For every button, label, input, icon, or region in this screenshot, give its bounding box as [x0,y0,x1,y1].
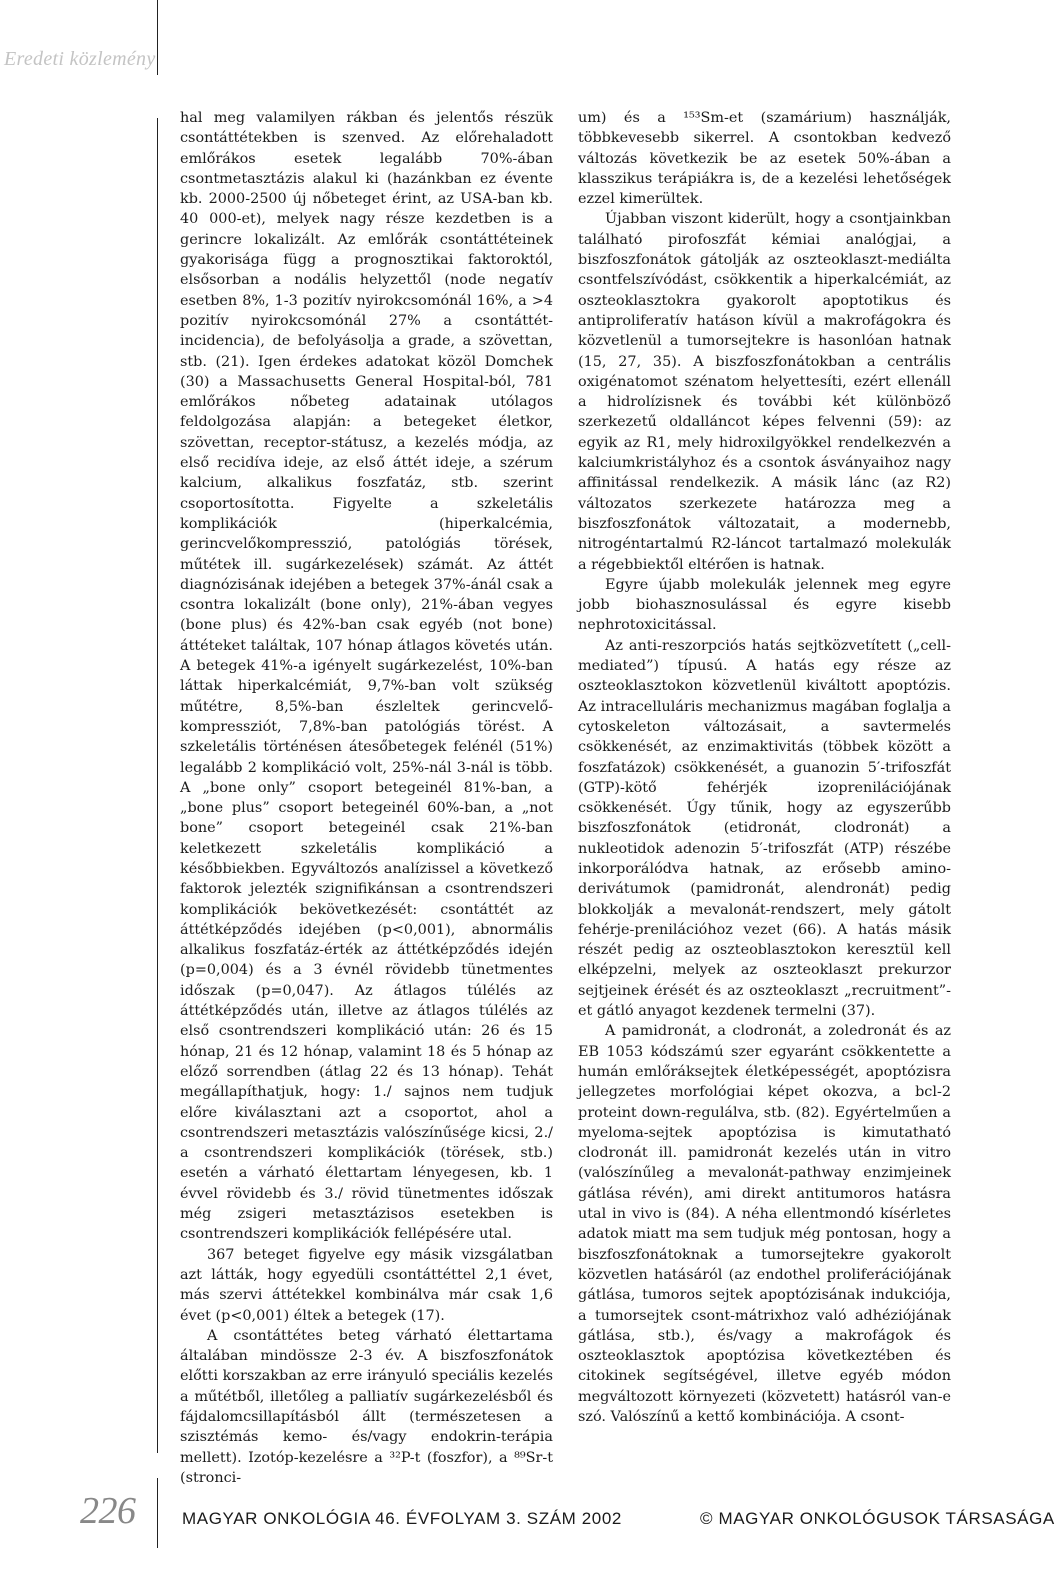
paragraph: um) és a ¹⁵³Sm-et (szamárium) használják, többkevesebb sikerrel. A csontokban kedvező változás következik be az esetek 50%-ában a klasszikus terápiákra is, de a kezelési lehetőségek ezzel kimerültek. [578,110,951,208]
text-column-left [180,108,553,1488]
paragraph: 367 beteget figyelve egy másik vizsgálatban azt látták, hogy egyedüli csontáttéttel 2,1 évet, más szervi áttétekkel kombinálva már csak 1,6 évet (p<0,001) éltek a betegek (17). [180,1246,553,1324]
paragraph: A pamidronát, a clodronát, a zoledronát és az EB 1053 kódszámú szer egyaránt csökkentette a humán emlőráksejtek életképességét, apoptózisra jellegzetes morfológiai képet okozva, a bcl-2 proteint down-regulálva, stb. (82). Egyértelműen a myeloma-sejtek apoptózisa is kimutatható clodronát ill. pamidronát kezelés után in vitro (valószínűleg a mevalonát-pathway enzimjeinek gátlása révén), ami direkt antitumoros hatásra utal in vivo is (84). A néha ellentmondó kísérletes adatok miatt ma sem tudjuk még pontosan, hogy a biszfoszfonátoknak a tumorsejtekre gyakorolt közvetlen hatásáról (az endothel proliferációjának gátlása, tumoros sejtek apoptózisának indukciója, a tumorsejtek csont-mátrixhoz való adhéziójának gátlása, stb.), és/vagy a makrofágok és oszteoklasztok apoptózisa következtében és citokinek segítségével, illetve egyéb módon megváltozott környezeti (közvetett) hatásról van-e szó. Valószínű a kettő kombinációja. A csont- [578,1023,951,1425]
paragraph: A csontáttétes beteg várható élettartama általában mindössze 2-3 év. A biszfoszfonátok előtti korszakban az erre irányuló speciális kezelés a műtétből, illetőleg a palliatív sugárkezelésből és fájdalomcsillapításból állt (természetesen a szisztémás kemo- és/vagy endokrin-terápia mellett). Izotóp-kezelésre a ³²P-t (foszfor), a ⁸⁹Sr-t (stronci- [180,1327,553,1486]
vertical-rule [157,118,158,1453]
page-number: 226 [80,1490,136,1532]
text-column-right [578,108,951,1427]
vertical-rule [157,1478,158,1548]
paragraph: Az anti-reszorpciós hatás sejtközvetített („cell-mediated”) típusú. A hatás egy része az oszteoklasztokon közvetlenül kiváltott apoptózis. Az intracelluláris mechanizmus magában foglalja a cytoskeleton változásait, a savtermelés csökkenését, az enzimaktivitás (többek között a foszfatázok) csökkenését, a guanozin 5′-trifoszfát (GTP)-kötő fehérjék izoprenilációjának csökkenését. Úgy tűnik, hogy az egyszerűbb biszfoszfonátok (etidronát, clodronát) a nukleotidok adenozin 5′-trifoszfát (ATP) részébe inkorporálódva hatnak, az erősebb amino-derivátumok (pamidronát, alendronát) pedig blokkolják a mevalonát-rendszert, mely gátolt fehérje-prenilációhoz vezet (66). A hatás másik részét pedig az oszteoblasztokon keresztül kell elképzelni, melyek az oszteoklaszt prekurzor sejtjeinek érését és az oszteoklaszt „recruitment”-et gátló anyagot kezdenek termelni (37). [578,637,951,1020]
footer-copyright: © MAGYAR ONKOLÓGUSOK TÁRSASÁGA [700,1509,1055,1528]
paragraph: hal meg valamilyen rákban és jelentős részük csontáttétekben is szenved. Az előrehaladott emlőrákos esetek legalább 70%-ában csontmetasztázis alakul ki (hazánkban ez évente kb. 2000-2500 új nőbeteget érint, az USA-ban kb. 40 000-et), melyek nagy része kezdetben is a gerincre lokalizált. Az emlőrák csontáttéteinek gyakorisága függ a prognosztikai faktoroktól, elsősorban a nodális helyzettől (node negatív esetben 8%, 1-3 pozitív nyirokcsomónál 16%, a >4 pozitív nyirokcsomónál 27% a csontáttét-incidencia), de befolyásolja a grade, a szövettan, stb. (21). Igen érdekes adatokat közöl Domchek (30) a Massachusetts General Hospital-ból, 781 emlőrákos nőbeteg adatainak utólagos feldolgozása alapján: a betegeket életkor, szövettan, receptor-státusz, a kezelés módja, az első recidíva ideje, az első áttét ideje, a szérum kalcium, alkalikus foszfatáz, stb. szerint csoportosította. Figyelte a szkeletális komplikációk (hiperkalcémia, gerincvelőkompresszió, patológiás törések, műtétek ill. sugárkezelések) számát. Az áttét diagnózisának idejében a betegek 37%-ánál csak a csontra lokalizált (bone only), 21%-ában vegyes (bone plus) és 42%-ban csak egyéb (not bone) áttéteket találtak, 107 hónap átlagos követés után. A betegek 41%-a igényelt sugárkezelést, 10%-ban láttak hiperkalcémiát, 9,7%-ban volt szükség műtétre, 8,5%-ban észleltek gerincvelő-kompressziót, 7,8%-ban patológiás törést. A szkeletális történésen átesőbetegek felénél (51%) legalább 2 komplikáció volt, 25%-nál 3-nál is több. A „bone only” csoport betegeinél 81%-ban, a „bone plus” csoport betegeinél 60%-ban, a „not bone” csoport betegeinél csak 21%-ban keletkezett szkeletális komplikáció a későbbiekben. Egyváltozós analízissel a következő faktorok jelezték szignifikánsan a csontrendszeri komplikációk bekövetkezését: csontáttét az áttétképződés idejében (p<0,001), abnormális alkalikus foszfatáz-érték az áttétképződés idején (p=0,004) és a 3 évnél rövidebb tünetmentes időszak (p=0,047). Az átlagos túlélés az áttétképződés után, illetve az átlagos túlélés az első csontrendszeri komplikáció után: 26 és 15 hónap, 21 és 12 hónap, valamint 18 és 5 hónap az előző sorrendben (átlag 22 és 13 hónap). Tehát megállapíthatjuk, hogy: 1./ sajnos nem tudjuk előre kiválasztani azt a csoportot, ahol a csontrendszeri metasztázis valószínűsége kicsi, 2./ a csontrendszeri komplikációk (törések, stb.) esetén a várható élettartam lényegesen, kb. 1 évvel rövidebb és 3./ rövid tünetmentes időszak még zsigeri metasztázisos esetekben is csontrendszeri komplikációk fellépésére utal. [180,110,553,1243]
paragraph: Egyre újabb molekulák jelennek meg egyre jobb biohasznosulással és egyre kisebb nephrotoxicitással. [578,576,951,634]
vertical-rule [157,0,158,75]
footer-journal-info: MAGYAR ONKOLÓGIA 46. ÉVFOLYAM 3. SZÁM 2002 [182,1509,622,1528]
section-label: Eredeti közlemény [4,48,156,70]
paragraph: Újabban viszont kiderült, hogy a csontjainkban található pirofoszfát kémiai analógjai, a biszfoszfonátok gátolják az oszteoklaszt-mediálta csontfelszívódást, csökkentik a hiperkalcémiát, az oszteoklasztokra gyakorolt apoptotikus és antiproliferatív hatáson kívül a makrofágokra és közvetlenül a tumorsejtekre is hasonlóan hatnak (15, 27, 35). A biszfoszfonátokban a centrális oxigénatomot szénatom helyettesíti, ezért ellenáll a hidrolízisnek és további két különböző szerkezetű oldalláncot képes felvenni (59): az egyik az R1, mely hidroxilgyökkel rendelkezvén a kalciumkristályhoz és a csontok ásványaihoz nagy affinitással rendelkezik. A másik lánc (az R2) változatos szerkezete határozza meg a biszfoszfonátok változatait, a modernebb, nitrogéntartalmú R2-láncot tartalmazó molekulák a régebbiektől eltérően is hatnak. [578,211,951,573]
